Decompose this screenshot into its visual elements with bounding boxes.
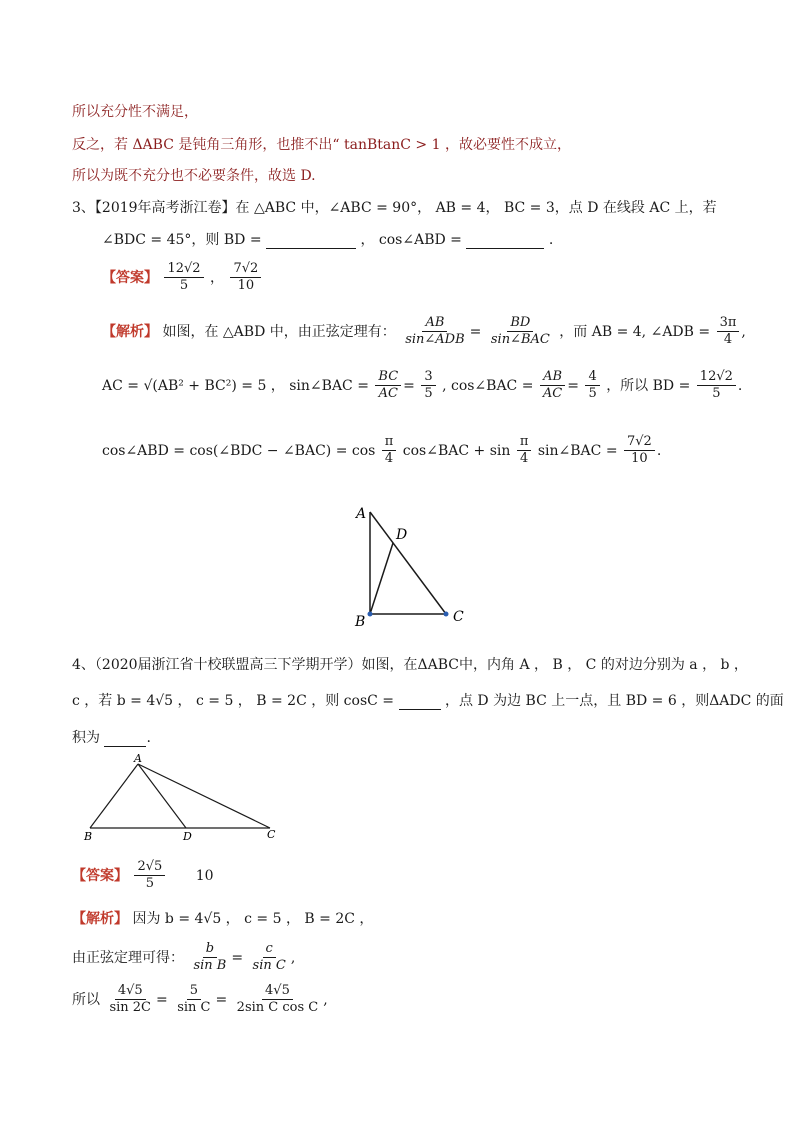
q3-answer-fraction-a: $\frac{12√2}{5}$	[164, 262, 203, 294]
q4-solution-line1	[72, 908, 373, 928]
q3-sol1-frac1: $\frac{AB}{\text{sin∠ADB}}$	[405, 315, 465, 348]
q4-stem-line1: 4、（2020届浙江省十校联盟高三下学期开学）如图，在ΔABC中，内角 A ， B ， C 的对边分别为 a ， b ，	[72, 657, 748, 673]
q4-sol1-text: 因为 b = 4√5 ， c = 5 ， B = 2C ，	[132, 911, 374, 927]
q3-sol2-frac3: $\frac{AB}{AC}$	[540, 370, 565, 402]
q4-blank-2	[104, 732, 146, 747]
q4-answer	[72, 860, 214, 892]
q4-blank-1	[399, 695, 441, 710]
q4-sol3-frac3: $\frac{4√5}{\text{2sin C cos C}}$	[236, 983, 319, 1016]
q3-sol2-frac2: $\frac{3}{5}$	[421, 370, 435, 402]
q3-sol1-text: 如图，在 △ABD 中，由正弦定理有：	[162, 323, 396, 340]
q3-text-cos: ， cos∠ABD =	[360, 232, 462, 248]
q4-answer-area: 10	[195, 867, 214, 884]
figure1-label-b: B	[355, 614, 366, 630]
q3-sol3-text-c: sin∠BAC =	[537, 442, 618, 459]
q3-sol3-frac2: $\frac{\pi}{4}$	[517, 435, 532, 467]
answer-tag-q4: 【答案】	[72, 867, 128, 884]
q3-sol1-frac3: $\frac{3\pi}{4}$	[717, 316, 740, 348]
q3-solution-line1: 【解析】 如图，在 △ABD 中，由正弦定理有： $\frac{AB}{\text{sin∠ADB}}$ = $\frac{BD}{\text{sin∠BAC}}$ ，而 AB = 4, ∠ADB = $\frac{3\pi}{4}$ ,	[102, 315, 746, 348]
q3-stem-line1: 3、【2019年高考浙江卷】在 △ABC 中，∠ABC = 90°， AB = 4， BC = 3，点 D 在线段 AC 上，若	[72, 200, 717, 216]
figure1-label-d: D	[396, 527, 408, 543]
q3-sol2-frac5: $\frac{12√2}{5}$	[697, 370, 736, 402]
q3-sol1-frac2: $\frac{BD}{\text{sin∠BAC}}$	[490, 315, 550, 348]
q3-sol2-text-c: ，所以 BD =	[606, 377, 691, 394]
q3-stem-line2	[102, 229, 553, 249]
q3-answer	[102, 262, 263, 294]
q3-sol2-frac1: $\frac{BC}{AC}$	[375, 370, 401, 402]
figure2-label-b: B	[84, 830, 93, 843]
q3-answer-sep: ，	[210, 269, 225, 286]
q4-stem-line2	[72, 690, 784, 710]
q3-text-end: .	[548, 232, 554, 248]
q4-solution-line2: 由正弦定理可得： $\frac{b}{\text{sin B}}$ = $\frac{c}{\text{sin C}}$ ,	[72, 941, 296, 974]
q3-sol2-text-a: AC = √(AB² + BC²) = 5 ， sin∠BAC =	[102, 377, 369, 394]
q3-sol2-text-b: , cos∠BAC =	[442, 377, 534, 394]
q3-solution-line2: AC = √(AB² + BC²) = 5 ， sin∠BAC = $\frac{BC}{AC}$ = $\frac{3}{5}$ , cos∠BAC = $\frac{AB}{AC}$ = $\frac{4}{5}$ ，所以 BD = $\frac{12√2}{5}$ .	[102, 369, 743, 402]
analysis-tag-q4: 【解析】	[72, 911, 128, 927]
q4-stem-line3: 积为 .	[72, 730, 151, 746]
figure2-label-a: A	[134, 752, 142, 765]
text-line-3: 所以为既不充分也不必要条件，故选 D.	[72, 168, 316, 184]
q4-sol3-frac2: $\frac{5}{\text{sin C}}$	[177, 983, 211, 1016]
q4-sol2-frac1: $\frac{b}{\text{sin B}}$	[193, 941, 227, 974]
figure-right-triangle	[350, 500, 470, 630]
answer-tag: 【答案】	[102, 269, 158, 286]
figure-triangle-abc	[80, 752, 290, 844]
q4-text-c: 积为	[72, 730, 100, 746]
text-line-1: 所以充分性不满足，	[72, 104, 198, 120]
q3-sol3-frac1: $\frac{\pi}{4}$	[382, 435, 397, 467]
q4-solution-line3: 所以 $\frac{4√5}{\sin 2C}$ = $\frac{5}{\text{sin C}}$ = $\frac{4√5}{\text{2sin C cos C}}$ ,	[72, 983, 328, 1016]
q4-answer-fraction: $\frac{2√5}{5}$	[134, 860, 165, 892]
q4-sol3-text: 所以	[72, 991, 100, 1008]
q4-text-b: ，点 D 为边 BC 上一点，且 BD = 6 ，则ΔADC 的面	[444, 693, 784, 709]
q3-sol3-text-a: cos∠ABD = cos(∠BDC − ∠BAC) = cos	[102, 442, 376, 459]
analysis-tag: 【解析】	[102, 323, 158, 340]
q4-sol3-frac1: $\frac{4√5}{\sin 2C}$	[109, 983, 152, 1016]
q4-text-a: c ，若 b = 4√5 ， c = 5 ， B = 2C ，则 cosC =	[72, 693, 395, 709]
q3-sol2-frac4: $\frac{4}{5}$	[585, 370, 599, 402]
q3-text-bd: ∠BDC = 45°，则 BD =	[102, 232, 262, 248]
q3-answer-fraction-b: $\frac{7√2}{10}$	[230, 262, 261, 294]
text-line-2: 反之，若 ΔABC 是钝角三角形，也推不出“ tanBtanC > 1 ，故必要性不成立，	[72, 137, 571, 153]
figure1-label-a: A	[356, 506, 367, 522]
q4-sol2-text: 由正弦定理可得：	[72, 949, 184, 966]
q3-solution-line3: cos∠ABD = cos(∠BDC − ∠BAC) = cos $\frac{\pi}{4}$ cos∠BAC + sin $\frac{\pi}{4}$ sin∠BAC = $\frac{7√2}{10}$ .	[102, 434, 662, 467]
figure2-label-c: C	[267, 828, 276, 841]
q3-sol3-frac3: $\frac{7√2}{10}$	[624, 435, 655, 467]
q4-sol2-frac2: $\frac{c}{\text{sin C}}$	[252, 941, 286, 974]
q3-blank-1	[266, 234, 356, 249]
q3-sol1-tail: ，而 AB = 4, ∠ADB =	[559, 323, 711, 340]
q3-blank-2	[466, 234, 544, 249]
figure1-label-c: C	[453, 609, 464, 625]
figure2-label-d: D	[183, 830, 192, 843]
q3-sol3-text-b: cos∠BAC + sin	[402, 442, 511, 459]
